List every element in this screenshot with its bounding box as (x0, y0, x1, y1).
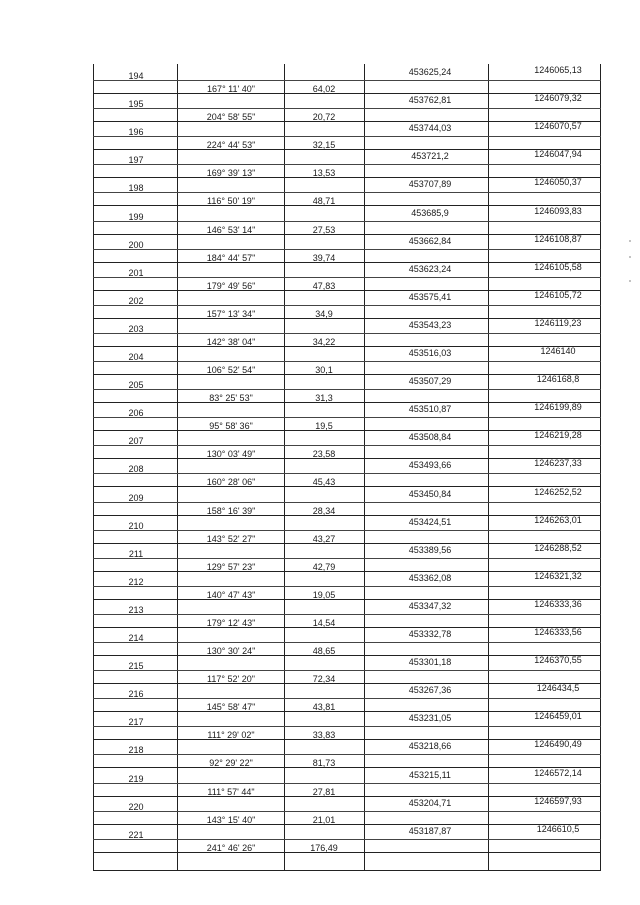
point-number: 216 (128, 689, 144, 700)
point-number: 200 (128, 239, 144, 250)
direction-angle: 143° 52' 27" (206, 533, 256, 544)
coordinate-x: 453543,23 (408, 319, 452, 330)
direction-angle: 145° 58' 47" (206, 702, 256, 713)
row-divider (93, 783, 601, 784)
point-number: 205 (128, 380, 144, 391)
coordinate-x: 453332,78 (408, 629, 452, 639)
direction-angle: 184° 44' 57" (206, 252, 256, 263)
segment-length: 42,79 (312, 561, 336, 572)
segment-length: 34,9 (315, 308, 333, 319)
row-divider (93, 670, 601, 671)
row-divider (93, 530, 601, 531)
direction-angle: 157° 13' 34" (206, 308, 256, 319)
segment-length: 20,72 (312, 112, 336, 123)
coordinate-x: 453662,84 (408, 235, 452, 246)
row-divider (93, 361, 601, 362)
row-divider (93, 445, 601, 446)
coordinate-y: 1246093,83 (534, 205, 582, 216)
coordinate-x: 453575,41 (408, 291, 452, 302)
coordinate-y: 1246119,23 (534, 317, 582, 328)
segment-length: 72,34 (312, 674, 336, 685)
coordinate-x: 453510,87 (408, 404, 452, 415)
segment-length: 39,74 (312, 252, 336, 263)
row-divider (93, 249, 601, 250)
row-divider (93, 698, 601, 699)
coordinate-y: 1246333,56 (534, 627, 582, 637)
coordinate-x: 453215,11 (409, 769, 451, 780)
row-divider (93, 473, 601, 474)
row-divider (93, 389, 601, 390)
point-number: 209 (128, 492, 144, 503)
coordinate-y: 1246105,72 (534, 289, 582, 300)
coordinate-y: 1246079,32 (534, 93, 582, 104)
segment-length: 43,27 (312, 533, 336, 544)
coordinate-y: 1246237,33 (534, 458, 582, 469)
row-divider (93, 642, 601, 643)
point-number: 207 (128, 436, 144, 447)
direction-angle: 106° 52' 54" (206, 365, 256, 375)
coordinate-y: 1246333,36 (534, 598, 582, 609)
coordinate-y: 1246070,57 (534, 121, 582, 132)
point-number: 196 (128, 127, 144, 138)
row-divider (93, 333, 601, 334)
segment-length: 19,5 (315, 421, 333, 432)
direction-angle: 224° 44' 53" (206, 140, 256, 151)
segment-length: 81,73 (312, 758, 336, 769)
direction-angle: 158° 16' 39" (206, 505, 256, 516)
direction-angle: 83° 25' 53" (209, 393, 253, 404)
point-number: 210 (128, 520, 144, 531)
segment-length: 45,43 (312, 477, 336, 488)
coordinate-x: 453493,66 (408, 460, 452, 471)
segment-length: 43,81 (312, 702, 336, 713)
coordinate-x: 453204,71 (408, 797, 452, 808)
direction-angle: 204° 58' 55" (206, 112, 256, 123)
coordinate-x: 453450,84 (408, 488, 452, 499)
row-divider (93, 502, 601, 503)
direction-angle: 111° 57' 44" (207, 786, 255, 797)
coordinate-y: 1246252,52 (534, 486, 582, 497)
coordinate-x: 453625,24 (408, 67, 452, 77)
row-divider (93, 586, 601, 587)
segment-length: 14,54 (312, 617, 336, 628)
row-divider (93, 192, 601, 193)
point-number: 213 (128, 604, 144, 615)
row-divider (93, 754, 601, 755)
direction-angle: 167° 11' 40" (207, 84, 255, 94)
point-number: 218 (128, 745, 144, 756)
direction-angle: 129° 57' 23" (206, 561, 256, 572)
direction-angle: 140° 47' 43" (206, 589, 256, 600)
segment-length: 47,83 (312, 280, 336, 291)
coordinate-y: 1246168,8 (536, 374, 580, 385)
segment-length: 19,05 (312, 589, 336, 600)
coordinate-y: 1246105,58 (534, 261, 582, 272)
coordinate-x: 453267,36 (408, 685, 452, 696)
coordinate-x: 453187,87 (408, 825, 452, 836)
segment-length: 34,22 (312, 336, 336, 347)
point-number: 221 (128, 829, 144, 840)
point-number: 215 (128, 661, 144, 672)
segment-length: 23,58 (312, 449, 336, 460)
point-number: 197 (128, 155, 144, 166)
coordinate-y: 1246263,01 (534, 514, 582, 525)
coordinate-y: 1246199,89 (534, 402, 582, 413)
point-number: 219 (128, 773, 144, 784)
coordinate-y: 1246047,94 (534, 149, 582, 160)
coordinate-x: 453507,29 (408, 376, 452, 387)
row-divider (93, 136, 601, 137)
segment-length: 48,65 (312, 646, 336, 656)
segment-length: 13,53 (312, 168, 336, 179)
point-number: 203 (128, 323, 144, 334)
coordinate-x: 453301,18 (408, 657, 452, 668)
coordinate-x: 453685,9 (411, 207, 449, 218)
coordinate-y: 1246610,5 (536, 823, 580, 834)
coordinate-x: 453424,51 (408, 516, 452, 527)
coordinate-x: 453347,32 (408, 600, 452, 611)
direction-angle: 92° 29' 22" (209, 758, 253, 769)
direction-angle: 160° 28' 06" (206, 477, 256, 488)
coordinate-y: 1246108,87 (534, 233, 582, 244)
direction-angle: 142° 38' 04" (206, 336, 256, 347)
segment-length: 64,02 (312, 84, 336, 94)
point-number: 217 (128, 717, 144, 728)
direction-angle: 179° 49' 56" (206, 280, 256, 291)
point-number: 194 (128, 71, 144, 81)
column-divider (364, 64, 365, 870)
point-number: 202 (128, 295, 144, 306)
row-divider (93, 839, 601, 840)
point-number: 195 (128, 99, 144, 110)
row-divider (93, 277, 601, 278)
column-divider (177, 64, 178, 870)
row-divider (93, 164, 601, 165)
coordinate-y: 1246459,01 (534, 711, 582, 722)
coordinate-y: 1246140 (540, 346, 576, 356)
row-divider (93, 108, 601, 109)
column-divider (488, 64, 489, 870)
row-divider (93, 614, 601, 615)
coordinate-x: 453389,56 (408, 544, 452, 555)
direction-angle: 130° 30' 24" (206, 646, 256, 656)
point-number: 198 (128, 183, 144, 194)
coordinate-x: 453762,81 (408, 95, 452, 106)
coordinate-y: 1246370,55 (534, 655, 582, 666)
segment-length: 27,53 (312, 224, 336, 235)
segment-length: 21,01 (312, 814, 336, 825)
direction-angle: 143° 15' 40" (206, 814, 256, 825)
coordinate-x: 453218,66 (408, 741, 452, 752)
point-number: 214 (128, 633, 144, 643)
row-divider (93, 221, 601, 222)
coordinate-y: 1246572,14 (534, 767, 582, 778)
coordinate-y: 1246050,37 (534, 177, 582, 188)
column-divider (284, 64, 285, 870)
direction-angle: 95° 58' 36" (209, 421, 253, 432)
segment-length: 27,81 (312, 786, 336, 797)
segment-length: 30,1 (315, 365, 333, 375)
coordinate-y: 1246219,28 (534, 430, 582, 441)
coordinate-y: 1246597,93 (534, 795, 582, 806)
table-border-bottom (93, 870, 601, 871)
point-number: 220 (128, 801, 144, 812)
coordinate-x: 453508,84 (408, 432, 452, 443)
row-divider (93, 417, 601, 418)
coordinate-y: 1246434,5 (536, 683, 580, 694)
point-number: 208 (128, 464, 144, 475)
direction-angle: 111° 29' 02" (207, 730, 255, 741)
row-divider (93, 726, 601, 727)
point-number: 199 (128, 211, 144, 222)
direction-angle: 117° 52' 20" (207, 674, 255, 685)
point-number: 212 (128, 576, 144, 587)
direction-angle: 169° 39' 13" (206, 168, 256, 179)
direction-angle: 116° 50' 19" (207, 196, 255, 207)
coordinate-x: 453707,89 (408, 179, 452, 190)
table-border-left (93, 64, 94, 870)
coordinate-x: 453744,03 (408, 123, 452, 134)
direction-angle: 146° 53' 14" (206, 224, 256, 235)
coordinate-x: 453721,2 (411, 151, 449, 162)
segment-length: 32,15 (312, 140, 336, 151)
point-number: 211 (128, 548, 144, 559)
coordinate-x: 453516,03 (408, 348, 452, 358)
segment-length: 176,49 (310, 842, 338, 853)
coordinate-y: 1246490,49 (534, 739, 582, 750)
point-number: 201 (128, 267, 144, 278)
segment-length: 33,83 (312, 730, 336, 741)
coordinate-y: 1246321,32 (534, 570, 582, 581)
segment-length: 28,34 (312, 505, 336, 516)
coordinate-y: 1246288,52 (534, 542, 582, 553)
row-divider (93, 305, 601, 306)
row-divider (93, 811, 601, 812)
coordinate-x: 453623,24 (408, 263, 452, 274)
direction-angle: 241° 46' 26" (206, 842, 256, 853)
coordinate-y: 1246065,13 (534, 65, 582, 75)
coordinate-x: 453231,05 (408, 713, 452, 724)
point-number: 204 (128, 352, 144, 362)
point-number: 206 (128, 408, 144, 419)
scan-speck (626, 240, 634, 300)
row-divider (93, 80, 601, 81)
segment-length: 48,71 (312, 196, 336, 207)
coordinate-x: 453362,08 (408, 572, 452, 583)
direction-angle: 130° 03' 49" (206, 449, 256, 460)
row-divider (93, 558, 601, 559)
segment-length: 31,3 (315, 393, 333, 404)
direction-angle: 179° 12' 43" (206, 617, 256, 628)
